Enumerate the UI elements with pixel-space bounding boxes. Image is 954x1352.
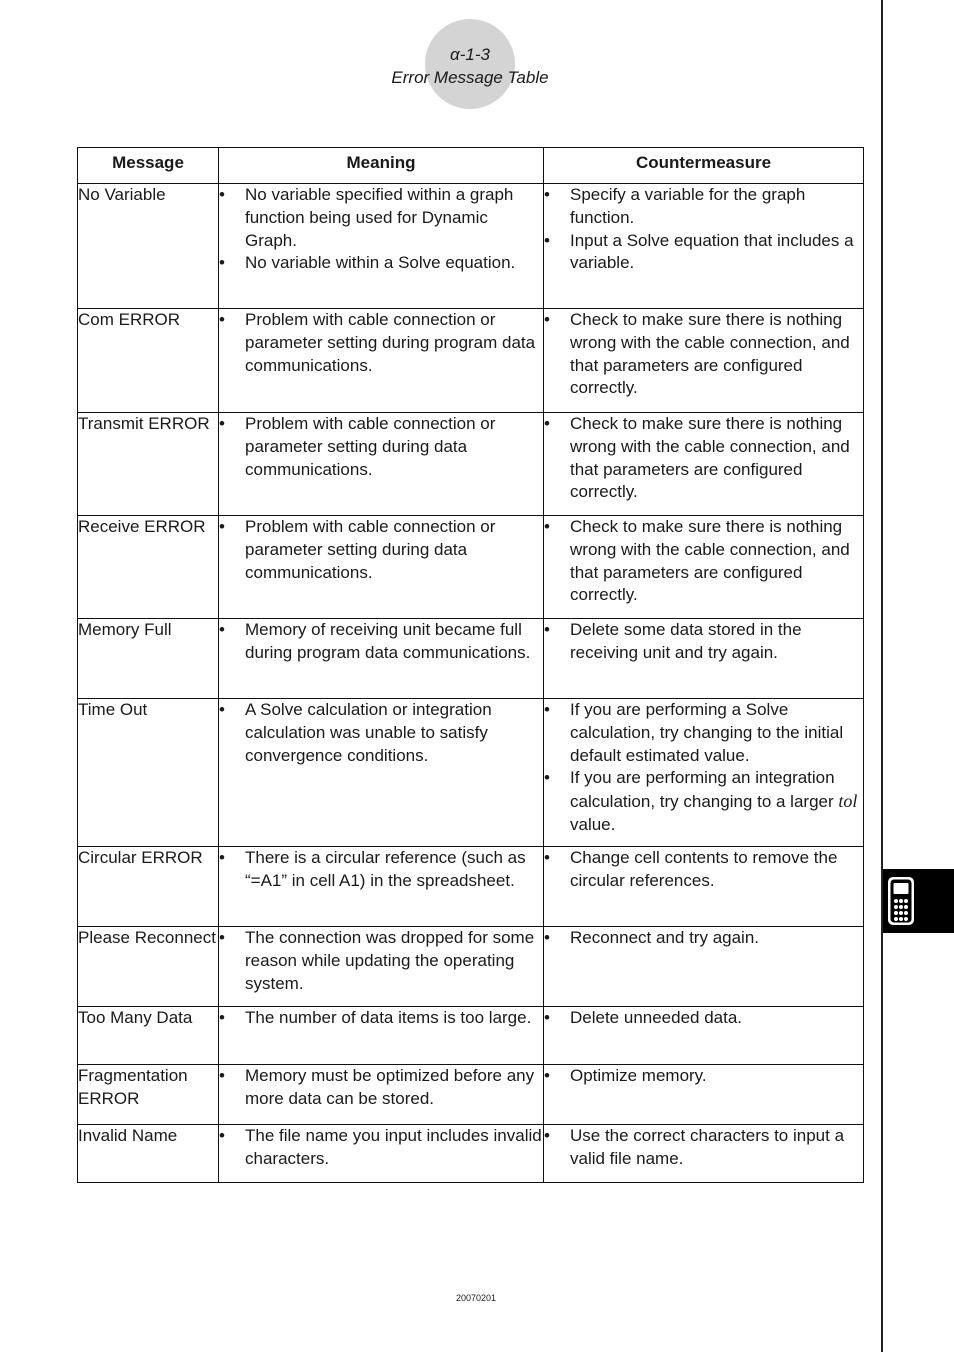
error-message-name: Please Reconnect (78, 927, 219, 1007)
column-header-countermeasure: Countermeasure (544, 148, 864, 184)
meaning-cell (219, 699, 544, 847)
meaning-cell (219, 1125, 544, 1183)
countermeasure-item: • Change cell contents to remove the circular references. (544, 847, 863, 893)
meaning-cell (219, 1007, 544, 1065)
countermeasure-item: • Reconnect and try again. (544, 927, 863, 950)
countermeasure-item: • Delete unneeded data. (544, 1007, 863, 1030)
error-message-name: Receive ERROR (78, 516, 219, 619)
bullet-list (219, 1007, 543, 1030)
bullet-list (219, 927, 543, 995)
bullet-list (544, 1125, 863, 1171)
countermeasure-cell (544, 619, 864, 699)
countermeasure-item: • Check to make sure there is nothing wrong with the cable connection, and that parameters are configured correctly. (544, 413, 863, 504)
table-row (78, 413, 864, 516)
meaning-cell (219, 1065, 544, 1125)
countermeasure-cell (544, 699, 864, 847)
error-message-name: No Variable (78, 184, 219, 309)
meaning-item: • The connection was dropped for some reason while updating the operating system. (219, 927, 543, 995)
bullet-list (219, 619, 543, 665)
table-row (78, 309, 864, 413)
meaning-item: • No variable specified within a graph function being used for Dynamic Graph. (219, 184, 543, 252)
bullet-list (544, 619, 863, 665)
error-message-name: Fragmentation ERROR (78, 1065, 219, 1125)
countermeasure-item: • Optimize memory. (544, 1065, 863, 1088)
countermeasure-cell (544, 927, 864, 1007)
page-number: α-1-3 (450, 45, 490, 64)
bullet-list (544, 927, 863, 950)
meaning-item: • No variable within a Solve equation. (219, 252, 543, 275)
meaning-cell (219, 184, 544, 309)
column-header-message: Message (78, 148, 219, 184)
table-row (78, 847, 864, 927)
calculator-icon (887, 876, 915, 926)
meaning-cell (219, 516, 544, 619)
meaning-cell (219, 309, 544, 413)
bullet-list (219, 1065, 543, 1111)
table-row (78, 1125, 864, 1183)
page-title: Error Message Table (391, 68, 549, 87)
table-row (78, 516, 864, 619)
error-message-name: Memory Full (78, 619, 219, 699)
bullet-list (544, 1065, 863, 1088)
countermeasure-item: • Delete some data stored in the receiving unit and try again. (544, 619, 863, 665)
countermeasure-cell (544, 413, 864, 516)
footer-code: 20070201 (455, 1293, 497, 1303)
countermeasure-item: • Specify a variable for the graph function. (544, 184, 863, 230)
table-row (78, 699, 864, 847)
meaning-item: • Problem with cable connection or parameter setting during data communications. (219, 516, 543, 584)
bullet-list (544, 699, 863, 837)
meaning-cell (219, 847, 544, 927)
error-message-name: Too Many Data (78, 1007, 219, 1065)
countermeasure-cell (544, 516, 864, 619)
bullet-list (544, 309, 863, 400)
bullet-list (544, 184, 863, 275)
countermeasure-item: • Use the correct characters to input a valid file name. (544, 1125, 863, 1171)
bullet-list (544, 413, 863, 504)
bullet-list (219, 699, 543, 767)
table-row (78, 184, 864, 309)
bullet-list (544, 847, 863, 893)
meaning-item: • Memory must be optimized before any more data can be stored. (219, 1065, 543, 1111)
bullet-list (219, 1125, 543, 1171)
countermeasure-item: • Input a Solve equation that includes a variable. (544, 230, 863, 276)
table-row (78, 927, 864, 1007)
table-row (78, 1065, 864, 1125)
bullet-list (544, 516, 863, 607)
countermeasure-item: • If you are performing an integration calculation, try changing to a larger tol value. (544, 767, 863, 836)
error-message-name: Transmit ERROR (78, 413, 219, 516)
countermeasure-cell (544, 309, 864, 413)
countermeasure-cell (544, 184, 864, 309)
error-message-table (77, 147, 864, 1183)
meaning-item: • Problem with cable connection or parameter setting during data communications. (219, 413, 543, 481)
column-header-meaning: Meaning (219, 148, 544, 184)
meaning-cell (219, 413, 544, 516)
meaning-item: • The number of data items is too large. (219, 1007, 543, 1030)
countermeasure-item: • Check to make sure there is nothing wrong with the cable connection, and that parameters are configured correctly. (544, 516, 863, 607)
table-header-row (78, 148, 864, 184)
tol-variable: tol (838, 791, 858, 812)
countermeasure-cell (544, 1065, 864, 1125)
page-edge-rule (881, 0, 883, 1352)
error-message-name: Time Out (78, 699, 219, 847)
table-row (78, 619, 864, 699)
chapter-tab (883, 869, 954, 933)
meaning-cell (219, 927, 544, 1007)
error-message-name: Invalid Name (78, 1125, 219, 1183)
bullet-list (219, 309, 543, 377)
countermeasure-cell (544, 1125, 864, 1183)
bullet-list (219, 184, 543, 275)
meaning-item: • A Solve calculation or integration calculation was unable to satisfy convergence conditions. (219, 699, 543, 767)
table-row (78, 1007, 864, 1065)
countermeasure-item: • If you are performing a Solve calculation, try changing to the initial default estimated value. (544, 699, 863, 767)
meaning-item: • Problem with cable connection or parameter setting during program data communications. (219, 309, 543, 377)
bullet-list (219, 413, 543, 481)
countermeasure-cell (544, 847, 864, 927)
bullet-list (219, 847, 543, 893)
meaning-item: • The file name you input includes invalid characters. (219, 1125, 543, 1171)
bullet-list (544, 1007, 863, 1030)
error-message-name: Circular ERROR (78, 847, 219, 927)
bullet-list (219, 516, 543, 584)
countermeasure-cell (544, 1007, 864, 1065)
error-message-name: Com ERROR (78, 309, 219, 413)
meaning-item: • There is a circular reference (such as “=A1” in cell A1) in the spreadsheet. (219, 847, 543, 893)
meaning-item: • Memory of receiving unit became full during program data communications. (219, 619, 543, 665)
countermeasure-item: • Check to make sure there is nothing wrong with the cable connection, and that parameters are configured correctly. (544, 309, 863, 400)
meaning-cell (219, 619, 544, 699)
